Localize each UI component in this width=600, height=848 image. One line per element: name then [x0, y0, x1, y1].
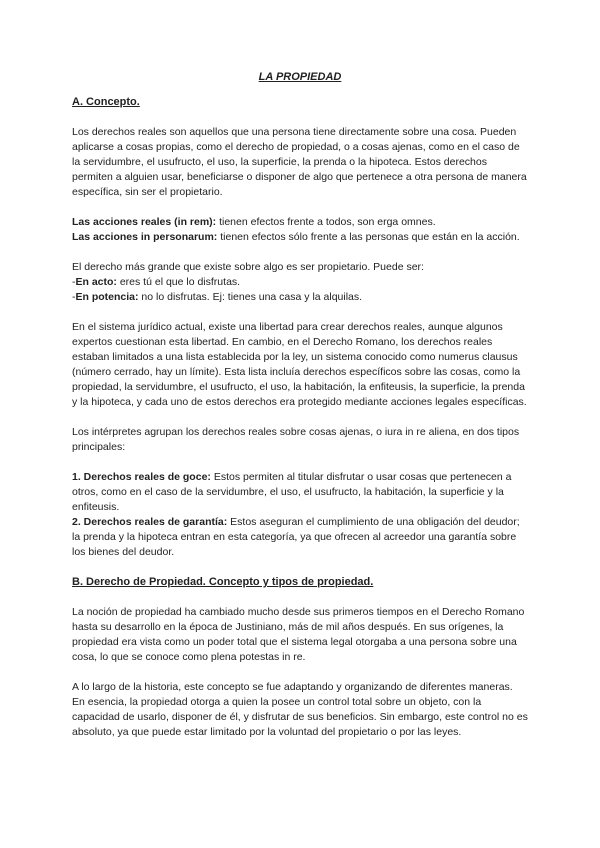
acciones-rem-label: Las acciones reales (in rem):	[72, 216, 217, 228]
acciones-pers-label: Las acciones in personarum:	[72, 231, 218, 243]
derecho-intro: El derecho más grande que existe sobre algo es ser propietario. Puede ser:	[72, 261, 424, 273]
acciones-pers-text: tienen efectos sólo frente a las personas que están en la acción.	[217, 231, 520, 243]
goce-item	[72, 470, 528, 515]
interpretes-paragraph: Los intérpretes agrupan los derechos reales sobre cosas ajenas, o iura in re aliena, en dos tipos principales:	[72, 426, 520, 453]
propietario-block	[72, 260, 528, 305]
goce-text: Estos permiten al titular disfrutar o usar cosas que pertenecen a otros, como en el caso de la servidumbre, el uso, el usufructo, la habitación, la superficie y la enfiteusis.	[72, 471, 512, 513]
propiedad-paragraph-2: A lo largo de la historia, este concepto se fue adaptando y organizando de diferentes maneras. En esencia, la propiedad otorga a quien la posee un control total sobre un objeto, con la capacidad de usarlo, disponer de él, y disfrutar de sus beneficios. Sin embargo, este control no es absoluto, ya que puede estar limitado por la voluntad del propietario o por las leyes.	[72, 681, 528, 738]
acciones-pers-line	[72, 230, 528, 245]
en-potencia-label: En potencia:	[75, 291, 139, 303]
concept-paragraph: Los derechos reales son aquellos que una persona tiene directamente sobre una cosa. Pueden aplicarse a cosas propias, como el derecho de propiedad, o a cosas ajenas, como en el caso de la servidumbre, el usufructo, el uso, la superficie, la prenda o la hipoteca. Estos derechos permiten a alguien usar, beneficiarse o disponer de algo que pertenece a otra persona de manera específica, sin ser el propietario.	[72, 126, 527, 198]
garantia-item	[72, 515, 528, 560]
garantia-text: Estos aseguran el cumplimiento de una obligación del deudor; la prenda y la hipoteca entran en esta categoría, ya que ofrecen al acreedor una garantía sobre los bienes del deudor.	[72, 516, 520, 558]
propiedad-paragraph-1: La noción de propiedad ha cambiado mucho desde sus primeros tiempos en el Derecho Romano hasta su desarrollo en la época de Justiniano, más de mil años después. En sus orígenes, la propiedad era vista como un poder total que el sistema legal otorgaba a una persona sobre una cosa, lo que se conoce como plena potestas in re.	[72, 606, 525, 663]
goce-label: 1. Derechos reales de goce:	[72, 471, 211, 483]
acciones-rem-text: tienen efectos frente a todos, son erga omnes.	[216, 216, 436, 228]
en-acto-label: En acto:	[75, 276, 117, 288]
en-potencia-text: no lo disfrutas. Ej: tienes una casa y la alquilas.	[138, 291, 363, 303]
document-title: LA PROPIEDAD	[258, 71, 342, 83]
sistema-paragraph: En el sistema jurídico actual, existe una libertad para crear derechos reales, aunque algunos expertos cuestionan esta libertad. En cambio, en el Derecho Romano, los derechos reales estaban limitados a una lista establecida por la ley, un sistema conocido como numerus clausus (número cerrado, hay un límite). Esta lista incluía derechos específicos sobre las cosas, como la propiedad, la servidumbre, el usufructo, el uso, la habitación, la enfiteusis, la superficie, la prenda y la hipoteca, y cada uno de estos derechos era protegido mediante acciones legales específicas.	[72, 321, 527, 408]
section-b-heading: B. Derecho de Propiedad. Concepto y tipos de propiedad.	[72, 576, 374, 588]
en-acto-text: eres tú el que lo disfrutas.	[116, 276, 241, 288]
en-acto-prefix: -	[72, 276, 76, 288]
section-a-heading: A. Concepto.	[72, 96, 140, 108]
garantia-label: 2. Derechos reales de garantía:	[72, 516, 228, 528]
en-potencia-prefix: -	[72, 291, 76, 303]
acciones-rem-line	[72, 215, 528, 230]
